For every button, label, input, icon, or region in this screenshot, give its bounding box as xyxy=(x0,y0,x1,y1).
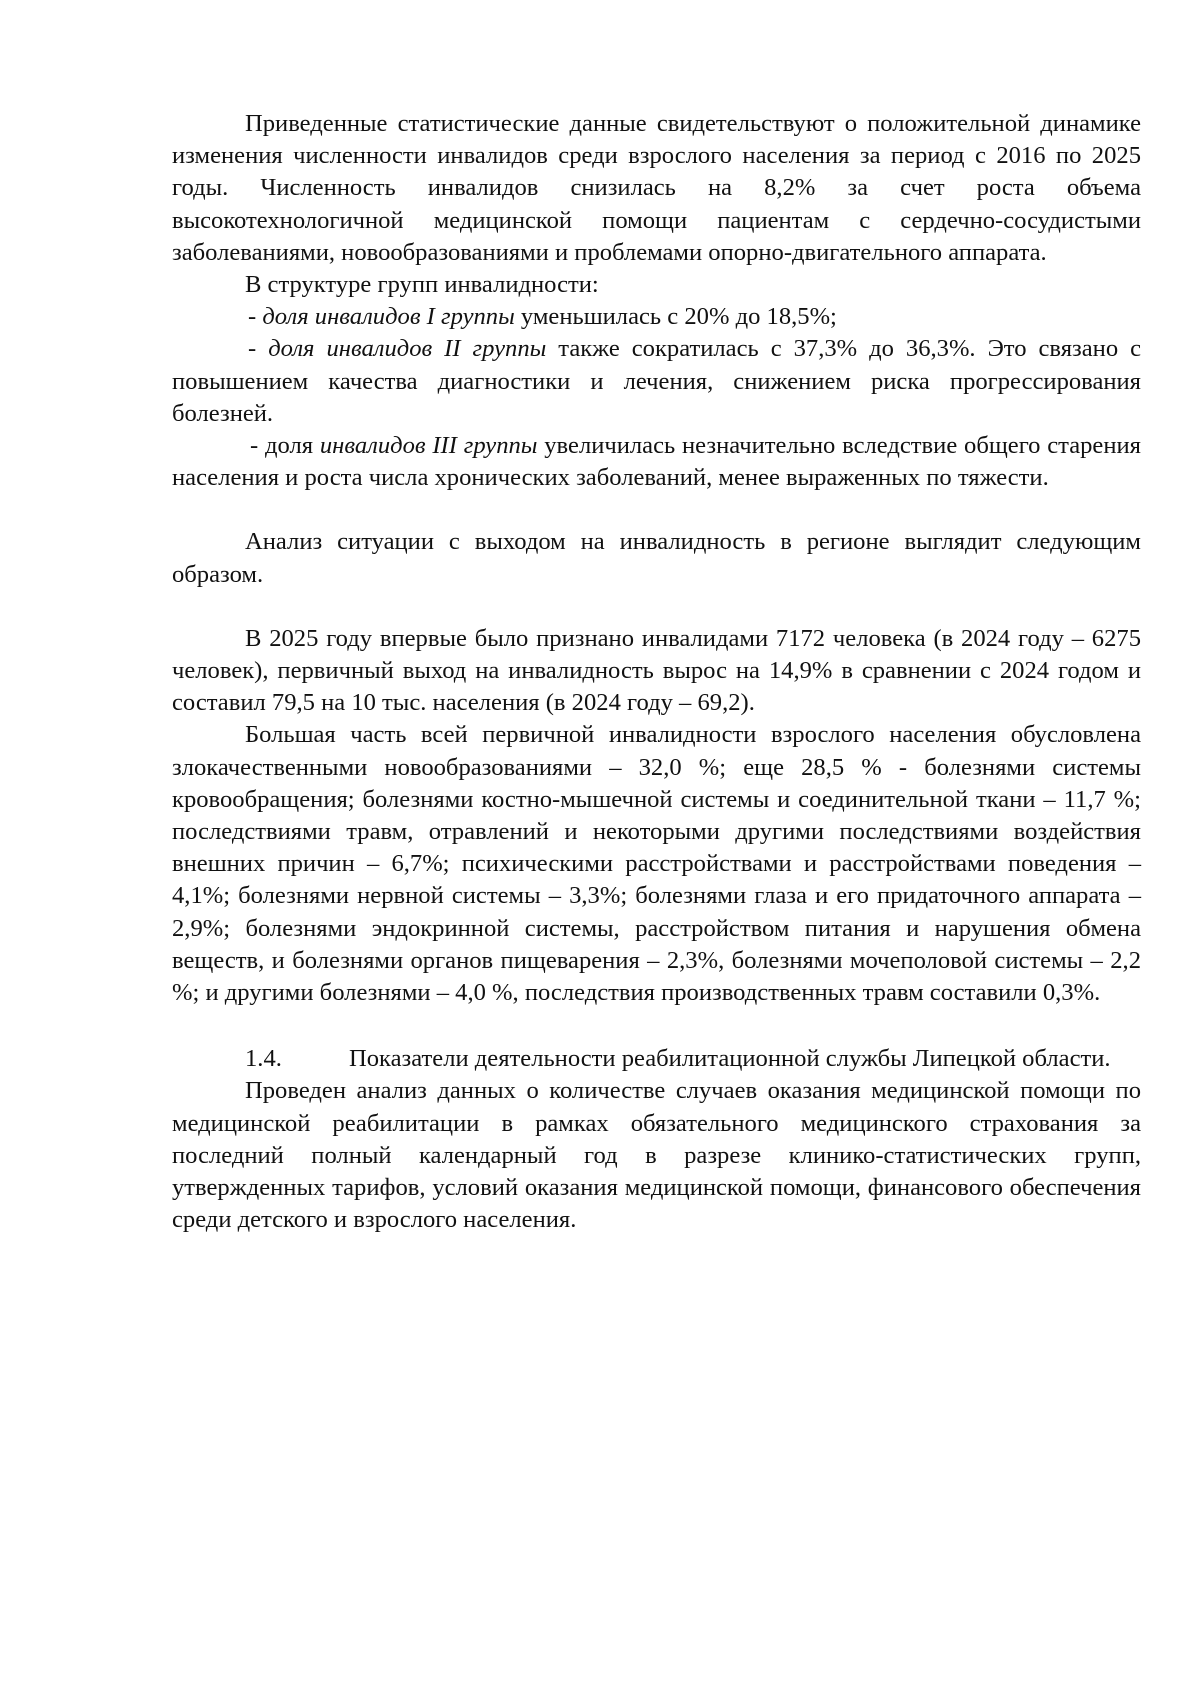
group-1-label: доля инвалидов I группы xyxy=(262,303,515,331)
spacer xyxy=(172,494,1141,526)
paragraph-2025-statistics: В 2025 году впервые было признано инвалидами 7172 человека (в 2024 году – 6275 человек), первичный выход на инвалидность вырос на 14,9% в сравнении с 2024 годом и составил 79,5 на 10 тыс. населения (в 2024 году – 69,2). xyxy=(172,624,1141,717)
document-page xyxy=(172,108,1141,1237)
list-dash: - xyxy=(248,303,263,331)
group-1-text: уменьшилась с 20% до 18,5%; xyxy=(514,303,837,331)
group-3-label: инвалидов III группы xyxy=(319,432,538,460)
paragraph-analysis-intro: Анализ ситуации с выходом на инвалидность в регионе выглядит следующим образом. xyxy=(172,528,1141,588)
list-item-group-2 xyxy=(172,333,1141,430)
paragraph-disability-causes: Большая часть всей первичной инвалидности взрослого населения обусловлена злокачественными новообразованиями – 32,0 %; еще 28,5 % - болезнями системы кровообращения; болезнями костно-мышечной системы и соединительной ткани – 11,7 %; последствиями травм, отравлений и некоторыми другими последствиями воздействия внешних причин – 6,7%; психическими расстройствами и расстройствами поведения – 4,1%; болезнями нервной системы – 3,3%; болезнями глаза и его придаточного аппарата – 2,9%; болезнями эндокринной системы, расстройством питания и нарушения обмена веществ, и болезнями органов пищеварения – 2,3%, болезнями мочеполовой системы – 2,2 %; и другими болезнями – 4,0 %, последствия производственных травм составили 0,3%. xyxy=(172,721,1141,1007)
group-2-text: также сократилась с 37,3% до 36,3%. Это связано с повышением качества диагностики и лечения, снижением риска прогрессирования болезней. xyxy=(172,335,1142,427)
section-title: Показатели деятельности реабилитационной службы Липецкой области. xyxy=(349,1045,1111,1073)
list-dash: - доля xyxy=(250,432,320,460)
list-dash: - xyxy=(248,335,269,363)
paragraph-structure-intro: В структуре групп инвалидности: xyxy=(245,271,599,299)
list-item-group-3 xyxy=(172,430,1141,494)
paragraph-rehabilitation-analysis: Проведен анализ данных о количестве случаев оказания медицинской помощи по медицинской реабилитации в рамках обязательного медицинского страхования за последний полный календарный год в разрезе клинико-статистических групп, утвержденных тарифов, условий оказания медицинской помощи, финансового обеспечения среди детского и взрослого населения. xyxy=(172,1077,1141,1234)
section-heading xyxy=(172,1043,1141,1075)
section-number: 1.4. xyxy=(245,1045,282,1073)
spacer xyxy=(172,591,1141,623)
group-3-text: увеличилась незначительно вследствие общего старения населения и роста числа хронических заболеваний, менее выраженных по тяжести. xyxy=(172,432,1141,492)
group-2-label: доля инвалидов II группы xyxy=(268,335,547,363)
paragraph-disability-dynamics: Приведенные статистические данные свидетельствуют о положительной динамике изменения численности инвалидов среди взрослого населения за период с 2016 по 2025 годы. Численность инвалидов снизилась на 8,2% за счет роста объема высокотехнологичной медицинской помощи пациентам с сердечно-сосудистыми заболеваниями, новообразованиями и проблемами опорно-двигательного аппарата. xyxy=(172,110,1141,266)
list-item-group-1 xyxy=(172,301,1141,333)
spacer xyxy=(172,1009,1141,1043)
